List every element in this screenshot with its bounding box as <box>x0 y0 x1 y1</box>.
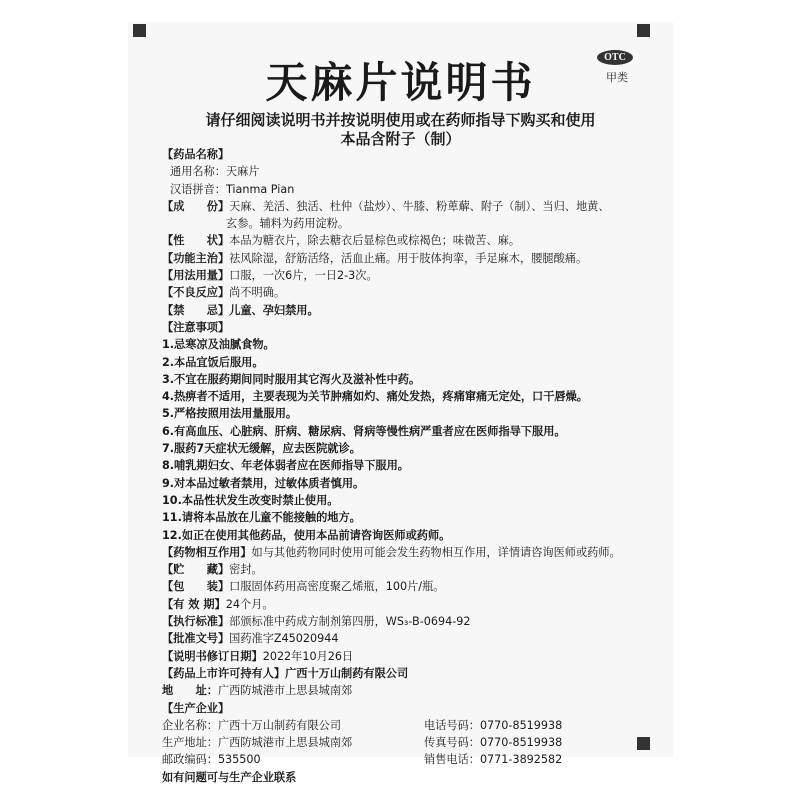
precautions-header: 【注意事项】 <box>162 320 230 334</box>
revision-label: 【说明书修订日期】 <box>162 649 263 663</box>
precaution-item: 6.有高血压、心脏病、肝病、糖尿病、肾病等慢性病严重者应在医师指导下服用。 <box>162 424 566 438</box>
precaution-item: 5.严格按照用法用量服用。 <box>162 407 298 421</box>
package-text: 口服固体药用高密度聚乙烯瓶，100片/瓶。 <box>229 580 445 594</box>
package-label: 【包 装】 <box>162 580 230 594</box>
otc-category: 甲类 <box>606 71 628 84</box>
approval-label: 【批准文号】 <box>162 632 230 646</box>
interactions-row <box>162 544 662 561</box>
indications-row <box>162 250 662 267</box>
footer-note: 如有问题可与生产企业联系 <box>162 770 297 784</box>
adverse-row <box>162 284 662 301</box>
interactions-text: 如与其他药物同时使用可能会发生药物相互作用，详情请咨询医师或药师。 <box>251 545 621 559</box>
revision-text: 2022年10月26日 <box>262 649 354 663</box>
leaflet-body <box>162 146 662 786</box>
producer-fax: 传真号码：0770-8519938 <box>424 736 563 750</box>
corner-marker-top-left <box>133 24 146 37</box>
storage-row <box>162 561 662 578</box>
standard-row <box>162 613 662 630</box>
precaution-item: 11.请将本品放在儿童不能接触的地方。 <box>162 511 361 525</box>
address-row <box>162 682 662 699</box>
drug-name-header: 【药品名称】 <box>162 148 230 161</box>
address-text: 广西防城港市上思县城南郊 <box>217 684 353 698</box>
interactions-label: 【药物相互作用】 <box>162 545 252 559</box>
storage-text: 密封。 <box>229 563 263 577</box>
precaution-item: 9.对本品过敏者禁用，过敏体质者慎用。 <box>162 476 365 490</box>
composition-row-2 <box>162 215 662 232</box>
producer-address: 生产地址：广西防城港市上思县城南郊 <box>162 736 353 750</box>
composition-text-2: 玄参。辅料为药用淀粉。 <box>226 217 350 231</box>
producer-postcode: 邮政编码：535500 <box>162 753 261 767</box>
indications-label: 【功能主治】 <box>162 251 230 265</box>
composition-text-1: 天麻、羌活、独活、杜仲（盐炒）、牛膝、粉萆薢、附子（制）、当归、地黄、 <box>229 199 610 213</box>
appearance-text: 本品为糖衣片，除去糖衣后显棕色或棕褐色；味微苦、麻。 <box>229 234 521 248</box>
contra-text: 儿童、孕妇禁用。 <box>229 303 319 317</box>
appearance-row <box>162 232 662 249</box>
validity-text: 24个月。 <box>225 597 274 611</box>
otc-badge: OTC <box>597 50 633 65</box>
precaution-item: 4.热痹者不适用，主要表现为关节肿痛如灼、痛处发热，疼痛窜痛无定处，口干唇燥。 <box>162 390 588 404</box>
precaution-item: 7.服药7天症状无缓解，应去医院就诊。 <box>162 442 361 456</box>
usage-label: 【用法用量】 <box>162 269 230 283</box>
aconite-notice: 本品含附子（制） <box>340 130 461 148</box>
corner-marker-top-right <box>637 24 650 37</box>
holder-label: 【药品上市许可持有人】 <box>162 666 286 680</box>
common-name: 通用名称：天麻片 <box>170 165 260 179</box>
composition-label: 【成 份】 <box>162 199 230 213</box>
package-row <box>162 578 662 595</box>
composition-row <box>162 198 662 215</box>
pinyin-name: 汉语拼音：Tianma Pian <box>170 182 295 196</box>
producer-row-2 <box>162 734 662 751</box>
storage-label: 【贮 藏】 <box>162 563 230 577</box>
producer-header: 【生产企业】 <box>162 701 230 715</box>
validity-row <box>162 596 662 613</box>
revision-row <box>162 648 662 665</box>
precaution-item: 1.忌寒凉及油腻食物。 <box>162 338 275 352</box>
adverse-label: 【不良反应】 <box>162 286 230 300</box>
precaution-item: 10.本品性状发生改变时禁止使用。 <box>162 493 339 507</box>
approval-text: 国药准字Z45020944 <box>229 632 339 646</box>
adverse-text: 尚不明确。 <box>229 286 286 300</box>
appearance-label: 【性 状】 <box>162 234 230 248</box>
address-label: 地 址： <box>162 684 218 698</box>
approval-row <box>162 630 662 647</box>
standard-label: 【执行标准】 <box>162 615 230 629</box>
precaution-item: 2.本品宜饭后服用。 <box>162 355 264 369</box>
producer-row-1 <box>162 717 662 734</box>
validity-label: 【有 效 期】 <box>162 597 226 611</box>
producer-row-3 <box>162 751 662 768</box>
precaution-item: 12.如正在使用其他药品，使用本品前请咨询医师或药师。 <box>162 528 451 542</box>
producer-name: 企业名称：广西十万山制药有限公司 <box>162 718 342 732</box>
contra-label: 【禁 忌】 <box>162 303 230 317</box>
precaution-item: 3.不宜在服药期间同时服用其它泻火及滋补性中药。 <box>162 372 421 386</box>
usage-notice: 请仔细阅读说明书并按说明使用或在药师指导下购买和使用 <box>205 111 596 129</box>
precaution-item: 8.哺乳期妇女、年老体弱者应在医师指导下服用。 <box>162 459 409 473</box>
document-title: 天麻片说明书 <box>265 58 536 107</box>
producer-tel: 电话号码：0770-8519938 <box>424 718 563 732</box>
holder-text: 广西十万山制药有限公司 <box>285 666 409 680</box>
holder-row <box>162 665 662 682</box>
contra-row <box>162 302 662 319</box>
indications-text: 祛风除湿，舒筋活络，活血止痛。用于肢体拘挛，手足麻木，腰腿酸痛。 <box>229 251 588 265</box>
producer-sales: 销售电话：0771-3892582 <box>424 753 563 767</box>
usage-text: 口服，一次6片，一日2-3次。 <box>229 269 378 283</box>
standard-text: 部颁标准中药成方制剂第四册，WS₃-B-0694-92 <box>229 615 471 629</box>
usage-row <box>162 267 662 284</box>
